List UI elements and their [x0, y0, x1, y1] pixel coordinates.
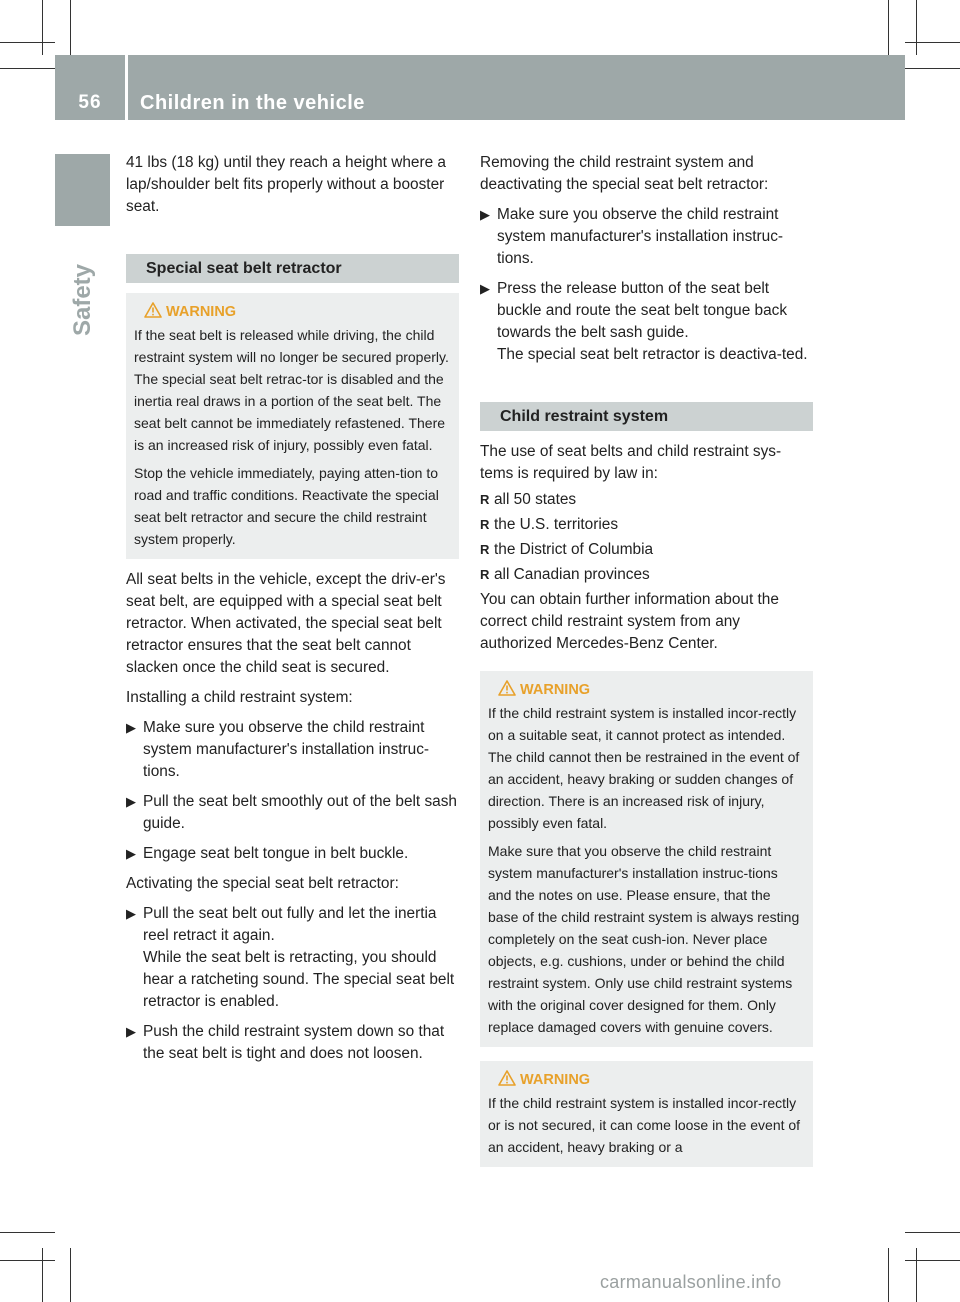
page-number: 56 — [78, 92, 102, 113]
activate-step — [126, 903, 459, 1013]
procedure-title: Installing a child restraint system: — [126, 689, 353, 706]
crop-mark — [905, 42, 960, 43]
warning-box — [480, 1061, 813, 1167]
warning-text: If the seat belt is released while driving, the child restraint system will no longer be secured properly. The special seat belt retrac-tor is disabled and the inertia real draws in a portion of the seat belt. The seat belt cannot be immediately refastened. There is an increased risk of injury, possibly even fatal. — [134, 327, 449, 453]
list-item — [480, 514, 813, 536]
warning-text: Stop the vehicle immediately, paying atten-tion to road and traffic conditions. Reactivate the special seat belt retractor and secure the child restraint system properly. — [134, 465, 439, 547]
step-arrow-icon: ▶ — [126, 1024, 136, 1039]
step-arrow-icon: ▶ — [480, 281, 490, 296]
list-item — [480, 489, 813, 511]
body-paragraph: All seat belts in the vehicle, except the driv-er's seat belt, are equipped with a special seat belt retractor. When activated, the special seat belt retractor ensures that the seat belt cannot slacken once the child seat is secured. — [126, 571, 446, 676]
warning-label: WARNING — [520, 1072, 591, 1088]
step-arrow-icon: ▶ — [126, 846, 136, 861]
step-result: While the seat belt is retracting, you should hear a ratcheting sound. The special seat belt retractor is enabled. — [143, 949, 455, 1010]
warning-heading — [488, 1070, 803, 1090]
step-arrow-icon: ▶ — [480, 207, 490, 222]
crop-mark — [70, 0, 71, 55]
step-arrow-icon: ▶ — [126, 794, 136, 809]
bullet-icon: R — [480, 517, 490, 532]
step-text: Press the release button of the seat belt buckle and route the seat belt tongue back towards the belt sash guide. — [497, 280, 788, 341]
warning-heading — [134, 302, 449, 322]
remove-step — [480, 278, 813, 366]
list-item — [480, 564, 813, 586]
warning-text: Make sure that you observe the child restraint system manufacturer's installation instruc-tions and the notes on use. Please ensure, that the base of the child restraint system is always resting completely on the seat cush-ion. Never place objects, e.g. cushions, under or behind the child restraint system. Only use child restraint systems with the original cover designed for them. Only replace damaged covers with genuine covers. — [488, 843, 800, 1035]
right-column — [480, 152, 813, 1177]
crop-mark — [888, 1248, 889, 1302]
crop-mark — [0, 1260, 55, 1261]
procedure-title: Activating the special seat belt retractor: — [126, 875, 399, 892]
crop-mark — [42, 1248, 43, 1302]
activate-step — [126, 1021, 459, 1065]
warning-box — [480, 671, 813, 1047]
procedure-title: Removing the child restraint system and deactivating the special seat belt retractor: — [480, 154, 769, 193]
warning-box — [126, 293, 459, 559]
install-step — [126, 717, 459, 783]
crop-mark — [905, 1232, 960, 1233]
left-column — [126, 152, 459, 1073]
crop-mark — [905, 68, 960, 69]
step-text: Engage seat belt tongue in belt buckle. — [143, 845, 409, 862]
intro-paragraph: 41 lbs (18 kg) until they reach a height where a lap/shoulder belt fits properly without a booster seat. — [126, 154, 446, 215]
crop-mark — [888, 0, 889, 55]
body-paragraph: The use of seat belts and child restraint sys-tems is required by law in: — [480, 443, 782, 482]
crop-mark — [0, 68, 55, 69]
list-item-text: the District of Columbia — [494, 541, 654, 558]
warning-label: WARNING — [520, 682, 591, 698]
crop-mark — [916, 1248, 917, 1302]
step-text: Pull the seat belt out fully and let the inertia reel retract it again. — [143, 905, 437, 944]
bullet-icon: R — [480, 567, 490, 582]
warning-heading — [488, 680, 803, 700]
step-arrow-icon: ▶ — [126, 720, 136, 735]
warning-triangle-icon — [498, 680, 516, 696]
list-item-text: the U.S. territories — [494, 516, 619, 533]
bullet-icon: R — [480, 542, 490, 557]
remove-step — [480, 204, 813, 270]
warning-label: WARNING — [166, 304, 237, 320]
list-item-text: all 50 states — [494, 491, 577, 508]
side-tab-block — [55, 154, 110, 226]
crop-mark — [0, 42, 55, 43]
step-text: Make sure you observe the child restraint system manufacturer's installation instruc-tions. — [143, 719, 430, 780]
warning-triangle-icon — [498, 1070, 516, 1086]
step-arrow-icon: ▶ — [126, 906, 136, 921]
step-result: The special seat belt retractor is deactiva-ted. — [497, 346, 808, 363]
crop-mark — [70, 1248, 71, 1302]
side-tab-label: Safety — [69, 263, 96, 337]
list-item — [480, 539, 813, 561]
install-step — [126, 791, 459, 835]
step-text: Pull the seat belt smoothly out of the belt sash guide. — [143, 793, 457, 832]
crop-mark — [42, 0, 43, 55]
chapter-title: Children in the vehicle — [140, 92, 365, 114]
header-divider — [125, 55, 128, 120]
bullet-icon: R — [480, 492, 490, 507]
crop-mark — [0, 1232, 55, 1233]
warning-text: If the child restraint system is installed incor-rectly on a suitable seat, it cannot protect as intended. The child cannot then be restrained in the event of an accident, heavy braking or sudden changes of direction. There is an increased risk of injury, possibly even fatal. — [488, 705, 800, 831]
step-text: Make sure you observe the child restraint system manufacturer's installation instruc-tions. — [497, 206, 784, 267]
section-title-retractor: Special seat belt retractor — [126, 254, 459, 283]
install-step — [126, 843, 459, 865]
step-text: Push the child restraint system down so that the seat belt is tight and does not loosen. — [143, 1023, 445, 1062]
crop-mark — [916, 0, 917, 55]
warning-text: If the child restraint system is installed incor-rectly or is not secured, it can come loose in the event of an accident, heavy braking or a — [488, 1095, 801, 1155]
watermark: carmanualsonline.info — [600, 1272, 782, 1292]
section-title-child-restraint: Child restraint system — [480, 402, 813, 431]
body-paragraph: You can obtain further information about the correct child restraint system from any authorized Mercedes-Benz Center. — [480, 591, 779, 652]
list-item-text: all Canadian provinces — [494, 566, 650, 583]
warning-triangle-icon — [144, 302, 162, 318]
crop-mark — [905, 1260, 960, 1261]
